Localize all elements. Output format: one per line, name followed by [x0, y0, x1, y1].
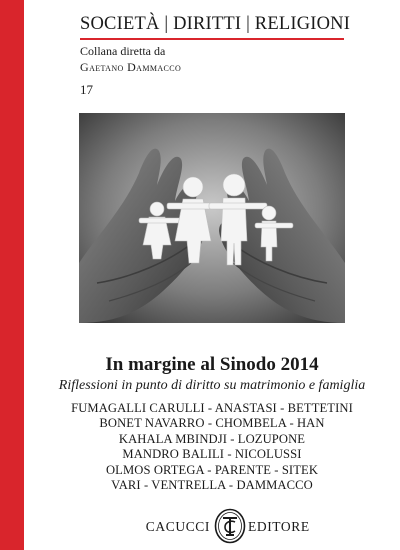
series-editor-name: Gaetano Dammacco	[80, 60, 182, 74]
author-list	[30, 401, 394, 493]
cacucci-seal-icon	[214, 508, 246, 544]
author-line: KAHALA MBINDJI - LOZUPONE	[118, 431, 306, 446]
author-line: FUMAGALLI CARULLI - ANASTASI - BETTETINI	[71, 401, 353, 415]
series-title: SOCIETÀ | DIRITTI | RELIGIONI	[80, 14, 351, 34]
author-line: VARI - VENTRELLA - DAMMACCO	[111, 478, 313, 493]
series-editor-label: Collana diretta da	[80, 44, 166, 58]
author-line: MANDRO BALILI - NICOLUSSI	[122, 447, 302, 462]
author-line: BONET NAVARRO - CHOMBELA - HAN	[99, 416, 325, 431]
red-side-band	[0, 0, 24, 550]
volume-number: 17	[80, 82, 93, 97]
publisher-name-right: EDITORE	[248, 519, 310, 534]
series-title-rule	[80, 38, 344, 40]
publisher-block	[30, 508, 394, 544]
publisher-name-left: CACUCCI	[145, 519, 210, 534]
cover-photo-hands-family	[79, 113, 345, 323]
author-line: OLMOS ORTEGA - PARENTE - SITEK	[105, 462, 319, 477]
book-subtitle: Riflessioni in punto di diritto su matrimonio e famiglia	[58, 378, 366, 393]
book-title: In margine al Sinodo 2014	[105, 354, 319, 375]
